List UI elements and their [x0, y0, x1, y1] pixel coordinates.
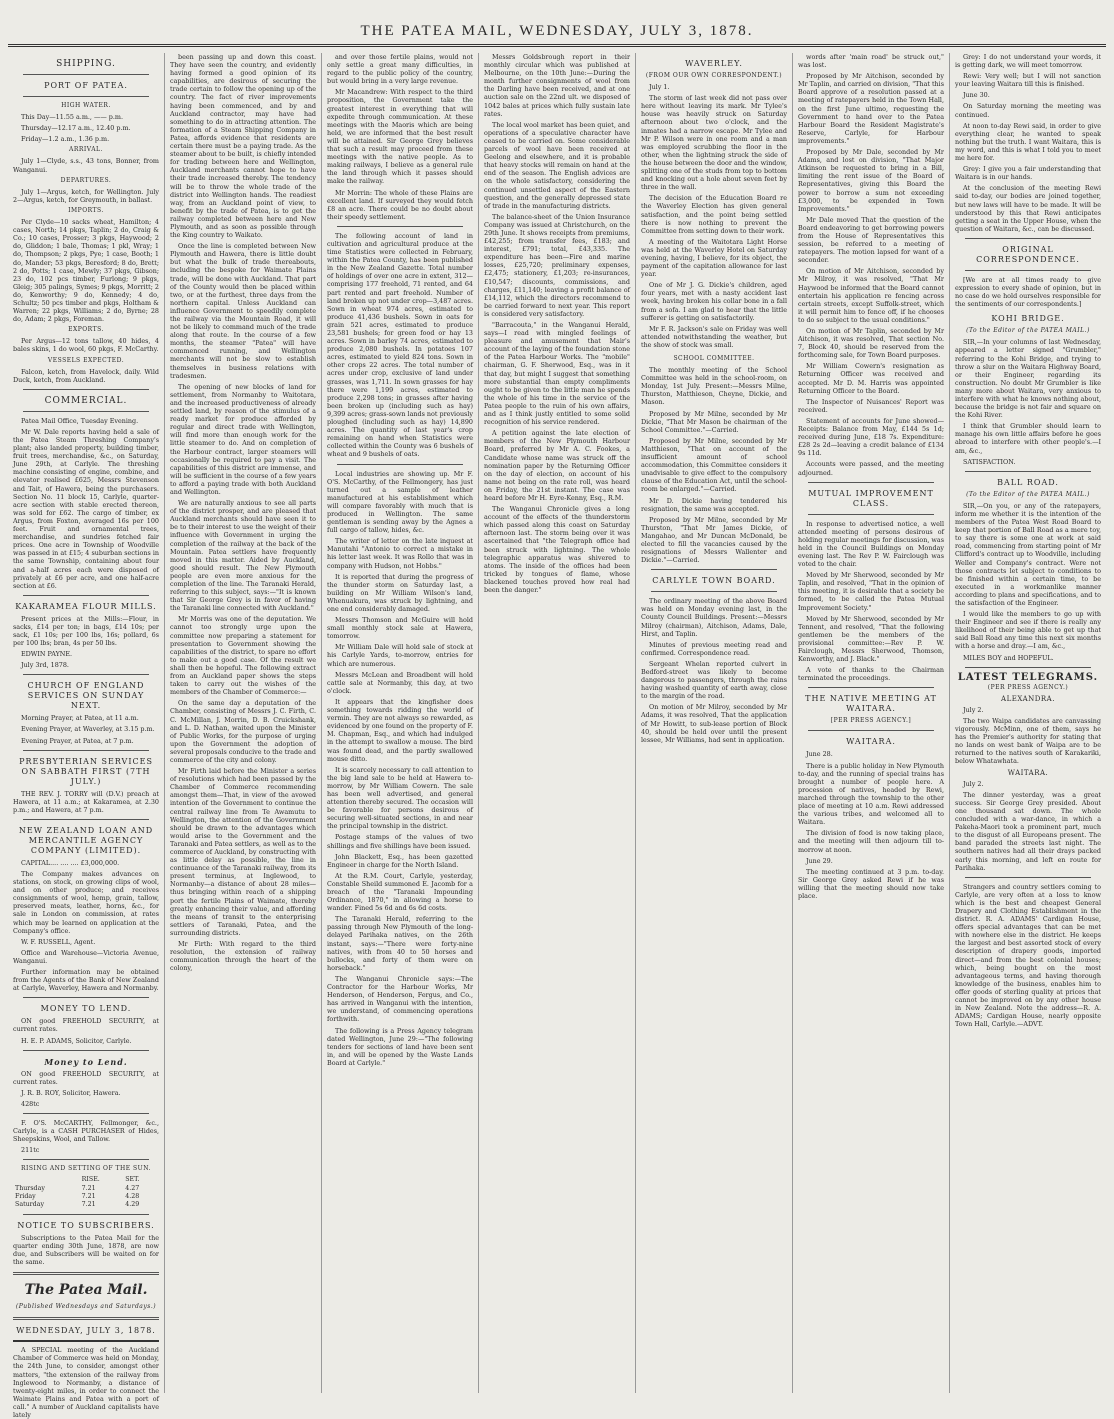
- imports-heading: IMPORTS.: [68, 206, 104, 214]
- news-paragraph: On motion of Mr Milroy, seconded by Mr Adams, it was resolved, That the application of Mr Howitt, to sub-lease portion of Block 40, should be held over until the present lessee, Mr Williams, had sent in application.: [641, 703, 787, 744]
- news-paragraph: It is scarcely necessary to call attention to the big land sale to be held at Hawera to-morrow, by Mr William Cowern. The sale has been well advertised, and general attention thereby secured. The occasion will be favorable for persons desirous of securing well-situated sections, in and near the principal township in the district.: [327, 765, 473, 831]
- news-paragraph: A meeting of the Waitotara Light Horse was held at the Waverley Hotel on Saturday evening, having, I believe, for its object, the payment of the capitation allowance for last year.: [641, 237, 787, 279]
- high-water-line: Friday—1.2 a.m., 1.36 p.m.: [21, 135, 110, 144]
- news-paragraph: Statement of accounts for June showed—Receipts: Balance from May, £144 5s 1d; received during June, £18 7s. Expenditure: £28 2s 2d—leaving a credit balance of £134 9s 11d.: [798, 416, 944, 458]
- sun-set: 4.29: [125, 1200, 140, 1208]
- waverley-date: July 1.: [649, 83, 670, 92]
- ball-road-to: (To the Editor of the PATEA MAIL.): [966, 490, 1090, 498]
- notice-text: Subscriptions to the Patea Mail for the quarter ending 30th June, 1878, are now due, and Subscribers will be waited on for the same.: [13, 1233, 159, 1267]
- high-water-line: Thursday—12.17 a.m., 12.40 p.m.: [21, 124, 131, 133]
- news-paragraph: On Saturday morning the meeting was continued.: [955, 102, 1101, 119]
- paper-subtitle: (Published Wednesdays and Saturdays.): [15, 1303, 157, 1311]
- sun-rise: 7.21: [81, 1184, 96, 1192]
- sun-table: [13, 1176, 159, 1208]
- letter-paragraph: I would like the members to go up with their Engineer and see if there is really any likelihood of their being able to get up that said Ball Road any time this next six months with a horse and dray.—I am, &c.,: [955, 610, 1101, 651]
- news-paragraph: Grey: I give you a fair understanding that Waitara is in our hands.: [955, 165, 1101, 182]
- school-committee-heading: SCHOOL COMMITTEE.: [673, 355, 755, 362]
- news-paragraph: At the R.M. Court, Carlyle, yesterday, Constable Sheild summoned E. Jacomb for a breach of the "Taranaki Impounding Ordinance, 1870," in allowing a horse to wander. Fined 5s 6d and 6s 6d costs.: [327, 871, 473, 913]
- news-paragraph: The storm of last week did not pass over here without leaving its mark. Mr Tylee's house was heavily struck on Saturday afternoon about two o'clock, and the inmates had a narrow escape. Mr Tylee and Mr P. Wilson were in one room and a man was employed scrubbing the floor in the other, when the lightning struck the side of the house between the door and the window, splitting one of the studs from top to bottom and knocking out a hole about seven feet by three in the wall.: [641, 94, 787, 192]
- sun-col-set: SET.: [125, 1176, 140, 1184]
- sun-col-day: [13, 1176, 80, 1184]
- news-paragraph: A petition against the late election of members of the New Plymouth Harbour Board, preferred by Mr A. C. Fookes, a Candidate whose name was struck off the nomination paper by the Returning Officer on the day of election, on account of his name not being on the rate roll, was heard on Friday, the 21st instant. The case was heard before Mr H. Eyre-Kenny, Esq., R.M.: [484, 429, 630, 502]
- exports-heading: EXPORTS.: [68, 326, 104, 334]
- sun-row: [13, 1201, 159, 1209]
- news-paragraph: Mr Morrin: The whole of these Plains are excellent land. If surveyed they would fetch £8 an acre. There could be no doubt about their speedy settlement.: [327, 188, 473, 221]
- waverley-heading: WAVERLEY.: [685, 59, 743, 68]
- editorial-paragraph: Mr Firth: With regard to the third resolution, the extension of railway communication through the heart of the colony,: [170, 940, 316, 973]
- news-paragraph: On motion of Mr Aitchison, seconded by Mr Milroy, it was resolved, "That Mr Haywood be informed that the Board cannot entertain his application re fencing across certain streets, except Suffolk-street, which it will permit him to fence off, if he chooses to do so subject to the usual conditions.": [798, 267, 944, 324]
- waitara-telegram-heading: WAITARA.: [1007, 768, 1049, 777]
- native-meeting-subhead: [PER PRESS AGENCY.]: [830, 717, 912, 725]
- nz-loan-heading: NEW ZEALAND LOAN AND MERCANTILE AGENCY COMPANY (LIMITED).: [18, 825, 154, 855]
- nz-loan-office: Office and Warehouse—Victoria Avenue, Wanganui.: [13, 948, 159, 965]
- arrival-heading: ARRIVAL.: [69, 146, 103, 154]
- news-paragraph: Postage stamps of the values of two shillings and five shillings have been issued.: [327, 833, 473, 850]
- nz-loan-signature: W. F. RUSSELL, Agent.: [21, 937, 96, 946]
- column-7: [949, 53, 1106, 1393]
- news-paragraph: Proposed by Mr Milne, seconded by Mr Dickie, "That Mr Mason be chairman of the School Committee."—Carried.: [641, 409, 787, 434]
- news-paragraph: The decision of the Education Board re the Waverley Election has given general satisfaction, and the point being settled there is now nothing to prevent the Committee from setting down to their work.: [641, 194, 787, 235]
- column-4: [478, 53, 635, 1393]
- news-paragraph: In response to advertised notice, a well attended meeting of persons desirous of holding regular meetings for discussion, was held in the Council Buildings on Monday evening last. The Rev P. W. Fairclough was voted to the chair.: [798, 519, 944, 569]
- sun-heading: RISING AND SETTING OF THE SUN.: [21, 1165, 151, 1173]
- nz-loan-more: Further information may be obtained from the Agents of the Bank of New Zealand at Carlyle, Waverley, Hawera and Normanby.: [13, 968, 159, 993]
- telegram-text: The two Waipa candidates are canvassing vigorously. McMinn, one of them, says he has the Premier's authority for stating that no lands on west bank of Waipa are to be returned to the natives south of Karakariki, below Whatawhata.: [955, 717, 1101, 766]
- correspondence-heading: ORIGINAL CORRESPONDENCE.: [976, 244, 1080, 264]
- advertisement-text: Strangers and country settlers coming to Carlyle, are very often at a loss to know which is the best and cheapest General Drapery and Clothing Establishment in the district. R. A. ADAMS' Cardigan House, offers special advantages that can be met with nowhere else in the district. He keeps the largest and best assorted stock of every description of drapery goods, imported direct—and from the best colonial houses; which, being bought on the most advantageous terms, and having thorough knowledge of the business, enables him to offer goods of sterling quality at prices that cannot be improved on by any other house in New Zealand. Note the address—R. A. ADAMS; Cardigan House, nearly opposite Town Hall, Carlyle.—ADVT.: [955, 882, 1101, 1029]
- news-paragraph: and over those fertile plains, would not only settle a great many difficulties, in regard to the public policy of the country, but would bring in a very large revenue.: [327, 53, 473, 86]
- letter-paragraph: SIR,—In your columns of last Wednesday, appeared a letter signed "Grumbler," referring to the Kohi Bridge, and trying to throw a slur on the Waitara Highway Board, or their Engineer, regarding its construction. No doubt Mr Grumbler is like many more about Waitara, very anxious to interfere with what he knows nothing about, because the bridge is not fair and square on the Kohi River.: [955, 338, 1101, 420]
- news-paragraph: Accounts were passed, and the meeting adjourned.: [798, 460, 944, 477]
- exports-text: Per Argus—12 tons tallow, 40 hides, 4 bales skins, 1 do wool, 60 pkgs, F. McCarthy.: [13, 337, 159, 354]
- kohi-bridge-signature: SATISFACTION.: [963, 457, 1016, 466]
- editorial-paragraph: been passing up and down this coast. They have seen the country, and evidently having formed a good opinion of its capabilities, are desirous of securing the trade certain to follow the opening up of the country. The fact of river improvements having been commenced, and by and Auckland contractor, may have had something to do in attracting attention. The formation of a Steam Shipping Company in Patea, affords evidence that residents are certain there must be a paying trade. As the steamer about to be built, is chiefly intended for trading between here and Wellington, Auckland merchants cannot hope to have their trade increased thereby. The tendency will be to throw the whole trade of the district into Wellington hands. The readiest way, from an Auckland point of view, to benefit by the trade of Patea, is to get the railway completed between here and New Plymouth, and as soon as possible through the King country to Waikato.: [170, 53, 316, 240]
- news-paragraph: The Inspector of Nuisances' Report was received.: [798, 397, 944, 414]
- kakaramea-text: Present prices at the Mills:—Flour, in sacks, £14 per ton; in bags, £14 10s; per sack, £1 10s; per 100 lbs, 16s; pollard, 6s per 100 lbs; bran, 4s per 50 lbs.: [13, 614, 159, 648]
- mccarthy-text: F. O'S. McCARTHY, Fellmonger, &c., Carlyle, is a CASH PURCHASER of Hides, Sheepskins, Wool, and Tallow.: [13, 1118, 159, 1144]
- news-paragraph: There is a public holiday in New Plymouth to-day, and the running of special trains has brought a number of people here. A procession of natives, headed by Rewi, marched through the township to the other place of meeting at 10 a.m. Rewi addressed the various tribes, and welcomed all to Waitara.: [798, 761, 944, 827]
- news-paragraph: Mr William Cowern's resignation as Returning Officer was received and accepted. Mr D. M. Harris was appointed Returning Officer to the Board.: [798, 362, 944, 395]
- news-paragraph: Messrs McLean and Broadbent will hold cattle sale at Normanby, this day, at two o'clock.: [327, 670, 473, 695]
- church-line: Evening Prayer, at Patea, at 7 p.m.: [21, 736, 134, 745]
- kakaramea-signature: EDWIN PAYNE.: [21, 650, 73, 659]
- news-paragraph: The local wool market has been quiet, and operations of a speculative character have ceased to be carried on. Some considerable parcels of wool have been received at Geelong and elsewhere, and it is probable that heavy stocks will remain on hand at the end of the season. The English advices are on the whole satisfactory, considering the continued unsettled aspect of the Eastern question, and the generally depressed state of trade in the manufacturing districts.: [484, 120, 630, 210]
- correspondence-note: [We are at all times ready to give expression to every shade of opinion, but in no case do we hold ourselves responsible for the sentiments of our correspondents.]: [955, 275, 1101, 309]
- notice-heading: NOTICE TO SUBSCRIBERS.: [17, 1220, 155, 1230]
- church-line: Evening Prayer, at Waverley, at 3.15 p.m.: [21, 725, 155, 734]
- port-heading: PORT OF PATEA.: [44, 81, 128, 90]
- news-paragraph: Moved by Mr Sherwood, seconded by Mr Tennent, and resolved, "That the following gentlemen be the members of the provisional committee:—Rev P. W. Fairclough, Messrs Sherwood, Thomson, Kenworthy, and J. Black.": [798, 614, 944, 664]
- sun-header-row: [13, 1176, 159, 1184]
- alexandra-date: July 2.: [963, 705, 984, 714]
- high-water-heading: HIGH WATER.: [61, 102, 111, 109]
- news-paragraph: The balance-sheet of the Union Insurance Company was issued at Christchurch, on the 29th June. It shows receipts from premiums, £42,255; from transfer fees, £183; and interest, £791; total, £43,335. The expenditure has been—Fire and marine losses, £25,720; preliminary expenses, £2,475; stationery, £1,203; re-insurances, £10,547; discounts, commissions, and charges, £11,140; leaving a profit balance of £14,112, which the directors recommend to be carried forward to next year. This report is considered very satisfactory.: [484, 212, 630, 318]
- masthead: [8, 0, 1106, 47]
- paper-title: The Patea Mail.: [24, 1282, 148, 1299]
- nz-loan-capital: CAPITAL.... .... .... £3,000,000.: [21, 858, 120, 867]
- telegrams-subhead: (PER PRESS AGENCY.): [987, 683, 1069, 691]
- news-paragraph: Proposed by Mr Milne, seconded by Mr Thurston, "That Mr James Dickie, of Mangahao, and Mr Duncan McDonald, be elected to fill the vacancies caused by the resignations of Messrs Wallenter and Dickie."—Carried.: [641, 515, 787, 565]
- news-paragraph: Rewi: Very well; but I will not sanction your leaving Waitara till this is finished.: [955, 72, 1101, 89]
- church-line: Morning Prayer, at Patea, at 11 a.m.: [21, 714, 139, 723]
- news-paragraph: Proposed by Mr Milne, seconded by Mr Matthieson, "That on account of the insufficient amount of school accommodation, this Committee considers it unadvisable to give effect to the compulsory clause of the Education Act, until the school-room be enlarged."—Carried.: [641, 436, 787, 494]
- news-paragraph: The Wanganui Chronicle says:—The Contractor for the Harbour Works, Mr Henderson, of Henderson, Fergus, and Co., has arrived in Wanganui with the intention, we understand, of commencing operations forthwith.: [327, 974, 473, 1024]
- editorial-paragraph: Mr Morris was one of the deputation. We cannot too strongly urge upon the committee now preparing a statement for presentation to Government showing the capabilities of the district, to spare no effort to make out a good case. Of the result we shall then be hopeful. The following extract from an Auckland paper shows the steps taken to carry out the wishes of the members of the Chamber of Commerce:—: [170, 615, 316, 697]
- vessels-heading: VESSELS EXPECTED.: [47, 356, 125, 364]
- news-paragraph: One of Mr J. G. Dickie's children, aged four years, met with a nasty accident last week, having broken his collar bone in a fall from a sofa. I am glad to hear that the little sufferer is getting on satisfactorily.: [641, 281, 787, 322]
- waverley-subhead: (FROM OUR OWN CORRESPONDENT.): [645, 72, 783, 79]
- news-paragraph: The following is a Press Agency telegram dated Wellington, June 29:—"The following tenders for sections of land have been sent in, and will be opened by the Waste Lands Board at Carlyle.": [327, 1026, 473, 1067]
- waitara-heading: WAITARA.: [846, 737, 896, 747]
- money2-signature: J. R. B. ROY, Solicitor, Hawera.: [21, 1088, 121, 1097]
- news-paragraph: At the conclusion of the meeting Rewi said to-day, our bodies are joined together, but new laws will have to be made. It will be understood by this that Rewi anticipates getting a seat in the Upper House, when the question of Waitara, &c., can be discussed.: [955, 184, 1101, 233]
- letter-paragraph: SIR,—On you, or any of the ratepayers, inform me whether it is the intention of the members of the Patea West Road Board to keep that portion of Ball Road as a mere toy, to say there is some one at work at said road, commencing from starting point of Mr Clifford's contract up to Woodville, including Weller and Company's contract. Were not those contracts let subject to conditions to be finished within a certain time, to be executed in a workmanlike manner according to plans and specifications, and to the satisfaction of the Engineer.: [955, 501, 1101, 607]
- columns: [8, 53, 1106, 1419]
- column-1: [8, 53, 164, 1419]
- sun-day: Friday: [15, 1192, 36, 1200]
- departures-heading: DEPARTURES.: [60, 176, 112, 184]
- telegrams-heading: LATEST TELEGRAMS.: [957, 671, 1099, 683]
- arrival-text: July 1—Clyde, s.s., 43 tons, Bonner, from Wanganui.: [13, 157, 159, 174]
- native-meeting-heading: THE NATIVE MEETING AT WAITARA.: [805, 694, 937, 714]
- news-paragraph: Mr F. R. Jackson's sale on Friday was well attended notwithstanding the weather, but the show of stock was small.: [641, 324, 787, 349]
- high-water-line: This Day—11.55 a.m., —— p.m.: [21, 113, 124, 122]
- news-paragraph: The Wanganui Chronicle gives a long account of the effects of the thunderstorm which passed along this coast on Saturday afternoon last. The storm being over it was ascertained that "the Telegraph office had been struck with lightning. The whole telegraphic apparatus was shivered to atoms. The inside of the offices had been tricked by tongues of flame, whose blackened touches proved how real had been the danger.": [484, 505, 630, 594]
- news-paragraph: John Blackett, Esq., has been gazetted Engineer in charge for the North Island.: [327, 852, 473, 869]
- news-paragraph: It is reported that during the progress of the thunder storm on Saturday last, a building on Mr William Wilson's land, Whenuakura, was struck by lightning, and one end considerably damaged.: [327, 572, 473, 613]
- money-text: ON good FREEHOLD SECURITY, at current rates.: [13, 1017, 159, 1034]
- kakaramea-date: July 3rd, 1878.: [21, 661, 69, 670]
- editorial-paragraph: The opening of new blocks of land for settlement, from Normanby to Waitotara, and the increased productiveness of already settled land, by reason of the stimulus of a ready market for produce afforded by regular and direct trade with Wellington, will find more than enough work for the little steamer to do. And on completion of the Harbour contract, larger steamers will occasionally be required to pay a visit. The capabilities of this district are immense, and will be sufficient in the course of a few years to afford a paying trade with both Auckland and Wellington.: [170, 382, 316, 496]
- news-paragraph: Mr William Dale will hold sale of stock at his Carlyle Yards, to-morrow, entries for which are numerous.: [327, 643, 473, 668]
- commercial-heading: COMMERCIAL.: [44, 395, 128, 406]
- presbyterian-heading: PRESBYTERIAN SERVICES ON SABBATH FIRST (7TH JULY.): [19, 756, 153, 786]
- news-paragraph: "Barracouta," in the Wanganui Herald, says—I read with mingled feelings of pleasure and amusement that Mair's account of the laying of the foundation stone of the Patea Harbour Works. The "mobile" chairman, G. F. Sherwood, Esq., was in it that day, but might I suggest that something more substantial than empty compliments ought to be given to the little man he spends the whole of his time in the service of the Patea people to the ruin of his own affairs, and as I think justly entitled to some solid recognition of his service rendered.: [484, 321, 630, 427]
- alexandra-heading: ALEXANDRA.: [1001, 694, 1055, 703]
- sun-row: [13, 1193, 159, 1201]
- mutual-improvement-heading: MUTUAL IMPROVEMENT CLASS.: [808, 488, 934, 508]
- editorial-paragraph: Once the line is completed between New Plymouth and Hawera, there is little doubt but what the bulk of trade thereabouts, including the bespoke for Waimate Plains trade, will be done with Auckland. That part of the County would then be placed within two, or at the furthest, three days from the northern capital. Unless Auckland can influence Government to speedily complete the railway via the Mountain Road, it will not be likely to command much of the trade along that route. In the course of a few months, the steamer "Patea" will have commenced running, and Wellington merchants will not be slow to establish themselves in business relations with tradesmen.: [170, 242, 316, 380]
- news-paragraph: Mr Dale moved That the question of the Board endeavoring to get borrowing powers from the House of Representatives this session, be referred to a meeting of ratepayers. The motion lapsed for want of a seconder.: [798, 215, 944, 265]
- ball-road-signature: MILES BOY and HOPEFUL.: [963, 653, 1054, 662]
- editorial-paragraph: Mr Firth laid before the Minister a series of resolutions which had been passed by the Chamber of Commerce recommending amongst them—That, in view of the avowed intention of the Government to continue the central railway line from Te Awamutu to Wellington, the attention of the Government should be drawn to the advantages which would arise to the Government and the Taranaki and Patea settlers, as well as to the commerce of Auckland, by constructing with as little delay as possible, the line in continuance of the Taranaki railway, from its present terminus, at Inglewood, to Normanby—a distance of about 28 miles—thus bringing within reach of a shipping port the fertile Plains of Waimate, thereby greatly enhancing their value, and affording the means of transit to the enterprising settlers of Taranaki, Patea, and the surrounding districts.: [170, 767, 316, 937]
- masthead-title: THE PATEA MAIL, WEDNESDAY, JULY 3, 1878.: [360, 23, 754, 39]
- news-paragraph: Moved by Mr Sherwood, seconded by Mr Taplin, and resolved, "That in the opinion of this meeting, it is desirable that a society be formed, to be called the Patea Mutual Improvement Society.": [798, 571, 944, 612]
- carlyle-board-heading: CARLYLE TOWN BOARD.: [652, 576, 776, 586]
- mccarthy-code: 211tc: [21, 1146, 40, 1155]
- money2-heading: Money to Lend.: [44, 1056, 128, 1067]
- imports-text: Per Clyde—10 sacks wheat, Hamilton; 4 cases, North; 14 pkgs, Taplin; 2 do, Craig & Co.; 10 cases, Prosser; 3 pkgs, Haywood; 2 do, Gliddon; 1 bale, Thomas; 1 pkl, Wray; 1 do, Thompson; 2 pkgs, Pye; 1 case, Booth; 1 do, Mander; 53 pkgs, Beresford; 8 do, Brett; 2 do, Potts; 1 case, Mewly; 37 pkgs, Gibson; 23 do, 102 pcs timber, Furlong; 9 pkgs, Gleig; 305 palings, Symes; 9 pkgs, Morritt; 2 do, Kenworthy; 9 do, Kennedy; 4 do, Schultz; 50 pcs timber and pkgs, Holtham & Warren; 22 pkgs, Williams; 2 do, Byrne; 28 do, Adam; 2 pkgs, Foreman.: [13, 218, 159, 324]
- sun-col-rise: RISE.: [81, 1176, 100, 1184]
- waitara-date: June 30.: [963, 91, 990, 100]
- presbyterian-text: THE REV. J. TORRY will (D.V.) preach at Hawera, at 11 a.m.; at Kakaramea, at 2.30 p.m.; and Hawera, at 7 p.m.: [13, 789, 159, 814]
- news-paragraph: The meeting continued at 3 p.m. to-day. Sir George Grey asked Rewi if he was willing that the meeting should now take place.: [798, 867, 944, 900]
- news-paragraph: A vote of thanks to the Chairman terminated the proceedings.: [798, 666, 944, 683]
- news-paragraph: The division of food is now taking place, and the meeting will then adjourn till to-morrow at noon.: [798, 829, 944, 854]
- editorial-paragraph: On the same day a deputation of the Chamber, consisting of Messrs J. C. Firth, C. C. McMillan, J. Morrin, D. B. Cruickshank, and L. D. Nathan, waited upon the Minister of Public Works, for the purpose of urging upon the Government the adoption of several proposals conducive to the trade and commerce of the city and colony.: [170, 699, 316, 764]
- money2-code: 428tc: [21, 1099, 40, 1108]
- news-paragraph: It appears that the kingfisher does something towards ridding the world of vermin. They are not always so rewarded, as evidenced by one found on the property of F. M. Chapman, Esq., and which had indulged in the attempt to swallow a mouse. The bird was found dead, and the partly swallowed mouse ditto.: [327, 697, 473, 763]
- shipping-heading: SHIPPING.: [56, 59, 116, 69]
- sun-set: 4.27: [125, 1184, 140, 1192]
- news-paragraph: The ordinary meeting of the above Board was held on Monday evening last, in the County Council Buildings. Present:—Messrs Milroy (chairman), Aitchison, Adams, Dale, Hirst, and Taplin.: [641, 597, 787, 638]
- money2-text: ON good FREEHOLD SECURITY, at current rates.: [13, 1069, 159, 1086]
- news-paragraph: The monthly meeting of the School Committee was held in the school-room, on Monday, 1st July. Present:—Messrs Milne, Thurston, Matthieson, Cheyne, Dickie, and Mason.: [641, 366, 787, 407]
- news-paragraph: Minutes of previous meeting read and confirmed. Correspondence read.: [641, 640, 787, 657]
- kakaramea-heading: KAKARAMEA FLOUR MILLS.: [15, 601, 157, 611]
- column-5: [635, 53, 792, 1393]
- sun-day: Saturday: [15, 1200, 45, 1208]
- news-paragraph: Local industries are showing up. Mr F. O'S. McCarthy, of the Fellmongery, has just turned out a sample of leather manufactured at his establishment which will compare favorably with much that is produced in Wellington. The same gentleman is sending away by the Agnes a full cargo of tallow, hides, &c.: [327, 469, 473, 535]
- news-paragraph: Mr D. Dickie having tendered his resignation, the same was accepted.: [641, 496, 787, 513]
- telegram-text: The dinner yesterday, was a great success. Sir George Grey presided. About one thousand sat down. The whole concluded with a war-dance, in which a Pakeha-Maori took a prominent part, much to the disgust of all Europeans present. The band paraded the streets last night. The southern natives had all their drays packed early this morning, and left en route for Parihaka.: [955, 790, 1101, 872]
- column-6: [792, 53, 949, 1393]
- news-paragraph: Proposed by Mr Aitchison, seconded by Mr Taplin, and carried on division, "That this Board approve of a resolution passed at a meeting of ratepayers held in the Town Hall, on the first June ultimo, requesting the Government to hand over to the Patea Harbour Board the Resident Magistrate's Reserve, Carlyle, for Harbour improvements.": [798, 72, 944, 145]
- commercial-text: Mr W. Dale reports having held a sale of the Patea Steam Threshing Company's plant; also landed property, building timber, fruit trees, merchandise, &c., on Saturday, June 29th, at Carlyle. The threshing machine consisting of engine, combine, and elevator realised £625, Messrs Stevenson and Tait, of Hawera, being the purchasers. Section No. 11 block 15, Carlyle, quarter-acre section with stable erected thereon, was sold for £62. The cargo of timber, ex Argus, from Foxton, averaged 16s per 100 feet. Fruit and ornamental trees, merchandise, and sundries fetched fair prices. One acre in Township of Woodville was passed in at £15; 4 suburban sections in the same Township, containing about four and a-half acres each were disposed of privately at £6 per acre, and one half-acre section at £6.: [13, 427, 159, 590]
- news-paragraph: Grey: I do not understand your words, it is getting dark, we will meet tomorrow.: [955, 53, 1101, 70]
- church-heading: CHURCH OF ENGLAND SERVICES ON SUNDAY NEXT.: [27, 681, 145, 711]
- news-paragraph: Sergeant Whelan reported culvert in Bedford-street was likely to become dangerous to passengers, through the rains having washed quantity of earth away, close to the margin of the road.: [641, 659, 787, 701]
- news-paragraph: The writer of letter on the late inquest at Manutahi "Antonio to correct a mistake in his letter last week. It was Rollo that was in company with Hudson, not Hobbs.": [327, 537, 473, 570]
- sun-set: 4.28: [125, 1192, 140, 1200]
- kohi-bridge-to: (To the Editor of the PATEA MAIL.): [966, 327, 1090, 335]
- kohi-bridge-heading: KOHI BRIDGE.: [991, 314, 1065, 324]
- sun-day: Thursday: [15, 1184, 45, 1192]
- waitara-telegram-date: July 2.: [963, 779, 984, 788]
- news-paragraph: Messrs Goldsbrough report in their monthly circular which was published at Melbourne, on the 10th June:—During the month further consignments of wool from the Darling have been received, and at one auction sale on the 22nd ult. we disposed of 1042 bales at prices which fully sustain late rates.: [484, 53, 630, 118]
- column-2: [164, 53, 321, 1393]
- column-3: [321, 53, 478, 1393]
- letter-paragraph: I think that Grumbler should learn to manage his own little affairs before he goes abroad to interfere with other people's.—I am, &c.,: [955, 422, 1101, 455]
- waitara-date: June 28.: [806, 750, 833, 759]
- news-paragraph: Mr Macandrew: With respect to the third proposition, the Government take the greatest interest in everything that will expedite through communication. At these meetings with the Maoris which are being held, we are informed that the best result will be attained. Sir George Grey believes that such a result may proceed from these meetings with the native people. As to making railways, I believe as a general rule the land through which it passes should make the railway.: [327, 88, 473, 186]
- nz-loan-text: The Company makes advances on stations, on stock, on growing clips of wool, and on other produce; and receives consignments of wool, hemp, grain, tallow, preserved meats, leather, horns, &c., for sale in London on commission, at rates which may be learned on application at the Company's office.: [13, 870, 159, 935]
- commercial-subhead: Patea Mail Office, Tuesday Evening.: [21, 416, 139, 425]
- vessels-text: Falcon, ketch, from Havelock, daily. Wild Duck, ketch, from Auckland.: [13, 367, 159, 384]
- editorial-paragraph: We are naturally anxious to see all parts of the district prosper, and are pleased that Auckland merchants should have seen it to be to their interest to use the weight of their influence with Government in urging the completion of the railway at the back of the Mountain. Patea settlers have frequently moved in this matter. Aided by Auckland, good should result. The New Plymouth people are even more anxious for the completion of the line. The Taranaki Herald, referring to this subject, says:—"It is known that Sir George Grey is in favor of having the Taranaki line connected with Auckland.": [170, 499, 316, 613]
- news-paragraph: Messrs Thomson and McGuire will hold small monthly stock sale at Hawera, tomorrow.: [327, 616, 473, 641]
- issue-date: WEDNESDAY, JULY 3, 1878.: [16, 1326, 156, 1336]
- news-paragraph: The Taranaki Herald, referring to the passing through New Plymouth of the long-delayed Parihaka natives, on the 26th instant, says:—"There were forty-nine natives, with from 40 to 50 horses and bullocks, and forty of them were on horseback.": [327, 915, 473, 972]
- money-heading: MONEY TO LEND.: [40, 1004, 132, 1014]
- news-paragraph: Proposed by Mr Dale, seconded by Mr Adams, and lost on division, "That Major Atkinson be requested to bring in a Bill, limiting the rent issue of the Board of Representatives, giving this Board the power to borrow a sum not exceeding £3,000, to be expended in Town Improvements.": [798, 148, 944, 213]
- news-paragraph: The following account of land in cultivation and agricultural produce at the time Statistics were collected in February, within the Patea County, has been published in the New Zealand Gazette. Total number of holdings of over one acre in extent, 312—comprising 177 freehold, 71 rented, and 64 part rented and part freehold. Number of land broken up not under crop—3,487 acres. Sown in wheat 974 acres, estimated to produce 41,436 bushels. Sown in oats for grain 521 acres, estimated to produce 23,581 bushels; for green food or hay 13 acres. Sown in barley 74 acres, estimated to produce 2,080 bushels. In potatoes 107 acres, estimated to yield 824 tons. Sown in other crops 22 acres. The total number of acres under crop, exclusive of land under grasses, was 1,711. In sown grasses for hay there were 1,199 acres, estimated to produce 2,298 tons; in grasses after having been broken up (including such as hay) 9,399 acres; grass-sown lands not previously ploughed (including such as hay) 14,890 acres. The quantity of last year's crop remaining on hand when Statistics were collected within the County was 6 bushels of wheat and 9 bushels of oats.: [327, 231, 473, 459]
- sun-rise: 7.21: [81, 1192, 96, 1200]
- waitara-date: June 29.: [806, 856, 833, 865]
- departures-text: July 1—Argus, ketch, for Wellington. July 2—Argus, ketch, for Greymouth, in ballast.: [13, 187, 159, 204]
- news-paragraph: At noon to-day Rewi said, in order to give everything clear, he wanted to speak nothing but the truth. I want Waitara, this is my word, and this is what I told you to meet me here for.: [955, 121, 1101, 163]
- sun-row: [13, 1185, 159, 1193]
- sun-rise: 7.21: [81, 1200, 96, 1208]
- news-paragraph: words after 'main road' be struck out," was lost.: [798, 53, 944, 70]
- ball-road-heading: BALL ROAD.: [997, 477, 1059, 487]
- news-paragraph: On motion of Mr Taplin, seconded by Mr Aitchison, it was resolved, That section No. 7, Block 40, should be reserved from the forthcoming sale, for Town Board purposes.: [798, 327, 944, 360]
- money-signature: H. E. P. ADAMS, Solicitor, Carlyle.: [21, 1036, 132, 1045]
- editorial-text: A SPECIAL meeting of the Auckland Chamber of Commerce was held on Monday, the 24th June, to consider, amongst other matters, "the extension of the railway from Inglewood to Normanby, a distance of twenty-eight miles, in order to connect the Waimate Plains and Patea with a port of call." A number of Auckland capitalists have lately: [13, 1346, 159, 1419]
